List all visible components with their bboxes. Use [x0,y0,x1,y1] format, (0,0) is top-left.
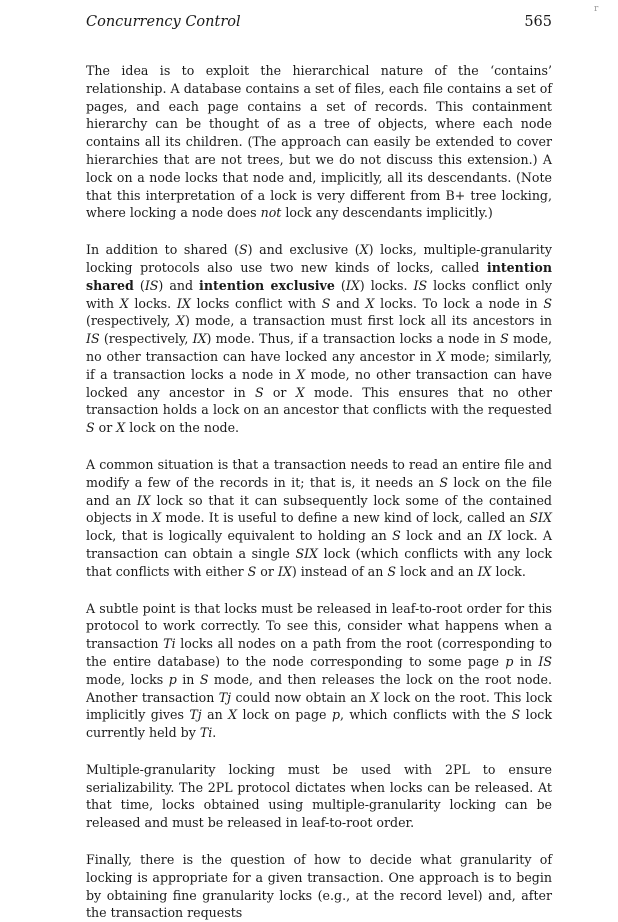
paragraph-six-lock [86,456,552,581]
italic-term: S [247,563,257,579]
italic-term: S [543,295,553,311]
text-run: and [330,295,366,311]
text-run: locks conflict with [190,295,322,311]
italic-term: X [175,313,185,329]
text-run: in [176,671,200,687]
italic-term: X [365,295,375,311]
text-run: lock on page [237,707,332,723]
italic-term: p [505,653,514,669]
text-run: or [256,563,278,579]
text-run: lock any descendants implicitly.) [281,205,493,221]
text-run: mode, and then releases the lock on the root node. Another transaction [86,671,552,705]
italic-term: IX [176,295,191,311]
italic-term: IS [413,277,428,293]
italic-term: IX [477,563,492,579]
italic-term: X [296,366,306,382]
text-run: lock currently held by [86,707,552,741]
italic-term: X [359,242,369,258]
text-run: ( [334,277,346,293]
text-run: lock, that is logically equivalent to holding an [86,528,393,544]
text-run: mode. It is useful to define a new kind of lock, called an [161,510,530,526]
text-run: In addition to shared ( [86,242,239,258]
paragraph-intention-locks [86,241,552,437]
text-run: (respectively, [99,331,193,347]
text-run: ) mode. Thus, if a transaction locks a node in [206,331,501,347]
text-run: locks. [128,295,177,311]
text-run: lock on the file and an [86,474,552,508]
italic-term: S [392,528,401,544]
text-run: mode, no other transaction can have locked any ancestor in [86,331,552,364]
text-run: Multiple-granularity locking must be used with 2PL to ensure serializability. The 2PL protocol dictates when locks can be released. At that time, locks obtained using multiple-granularity locking can be released and must be released in leaf-to-root order. [86,761,552,831]
bold-term: intention exclusive [199,277,335,293]
text-run: Finally, there is the question of how to decide what granularity of locking is appropriate for a given transaction. One approach is to begin by obtaining fine granularity locks (e.g., at the record level) and, after the transaction requests [86,852,552,921]
text-run: mode, no other transaction can have locked any ancestor in [86,366,552,400]
italic-term: IS [538,653,552,669]
italic-term: Ti [199,725,213,741]
italic-term: S [439,474,448,490]
text-run: A common situation is that a transaction needs to read an entire file and modify a few of the records in it; that is, it needs an [86,456,552,490]
italic-term: X [152,510,162,526]
text-run: lock and an [395,563,478,579]
italic-term: Tj [218,689,232,705]
text-run: mode, locks [86,671,169,687]
italic-term: S [238,242,248,258]
bold-term: intention shared [86,259,552,293]
italic-term: IX [192,331,207,347]
text-run: locks. To lock a node in [374,295,544,311]
text-run: ) instead of an [291,563,388,579]
text-run: could now obtain an [231,689,371,705]
text-run: lock on the node. [125,420,240,436]
text-run: A subtle point is that locks must be released in leaf-to-root order for this protocol to work correctly. To see this, consider what happens when a transaction [86,600,552,652]
text-run: . [212,725,217,741]
text-run: ) locks. [359,277,414,293]
italic-term: S [199,671,209,687]
italic-term: X [436,348,446,364]
page-header [86,14,552,36]
text-run: in [513,653,539,669]
italic-term: S [321,295,331,311]
text-run: , which conflicts with the [340,707,512,723]
italic-term: S [254,384,264,400]
text-run: or [263,384,296,400]
text-run: mode; similarly, if a transaction locks a node in [86,348,553,382]
text-run: locks conflict only with [86,277,553,311]
text-run: ) mode, a transaction must first lock all its ancestors in [184,313,552,329]
text-run: ) and exclusive ( [247,242,360,258]
page-number: 565 [524,14,552,30]
chapter-title: Concurrency Control [86,14,241,30]
text-run: lock on the root. This lock implicitly gives [86,689,552,723]
italic-term: S [86,420,95,436]
text-run: The idea is to exploit the hierarchical nature of the ‘contains’ relationship. A database contains a set of files, each file contains a set of pages, and each page contains a set of records. This containment hierarchy can be thought of as a tree of objects, where each node contains all its children. (The approach can easily be extended to cover hierarchies that are not trees, but we do not discuss this extension.) A lock on a node locks that node and, implicitly, all its descendants. (Note that this interpretation of a lock is very different from B+ tree locking, where locking a node does [86,63,552,221]
italic-term: S [511,707,521,723]
italic-term: S [500,331,509,347]
italic-term: p [168,671,177,687]
paragraph-hierarchy [86,62,552,222]
text-run: ) locks, multiple-granularity locking protocols also use two new kinds of locks, called [86,242,552,275]
text-run: mode. This ensures that no other transaction holds a lock on an ancestor that conflicts with the requested [86,384,552,418]
italic-term: p [331,707,340,723]
italic-term: IX [136,492,151,508]
text-run: or [94,420,117,436]
paragraph-2pl [86,761,552,832]
italic-term: X [370,689,380,705]
italic-term: X [228,707,238,723]
text-run: lock and an [400,528,488,544]
italic-term: SIX [295,545,319,561]
paragraph-granularity [86,851,552,922]
italic-term: IS [144,277,159,293]
text-run: lock. [491,563,526,579]
italic-term: SIX [529,510,552,526]
text-run: lock (which conflicts with any lock that conflicts with either [86,545,552,579]
page-body [86,62,552,922]
italic-term: not [260,205,282,221]
text-run: ) and [158,277,200,293]
text-run: lock. A transaction can obtain a single [86,528,553,561]
text-run: ( [133,277,145,293]
text-run: lock so that it can subsequently lock some of the contained objects in [86,492,552,526]
italic-term: IS [86,331,100,347]
italic-term: X [295,384,305,400]
italic-term: X [116,420,126,436]
text-run: locks all nodes on a path from the root (corresponding to the entire database) to the node corresponding to some page [86,636,552,669]
italic-term: IX [277,563,292,579]
italic-term: Tj [189,707,202,723]
italic-term: IX [487,528,502,544]
italic-term: S [387,563,396,579]
text-run: (respectively, [86,313,176,329]
italic-term: IX [345,277,360,293]
paragraph-release-order [86,600,552,742]
corner-mark: r [594,4,599,14]
text-run: an [201,707,229,723]
italic-term: Ti [163,636,176,652]
italic-term: X [119,295,129,311]
